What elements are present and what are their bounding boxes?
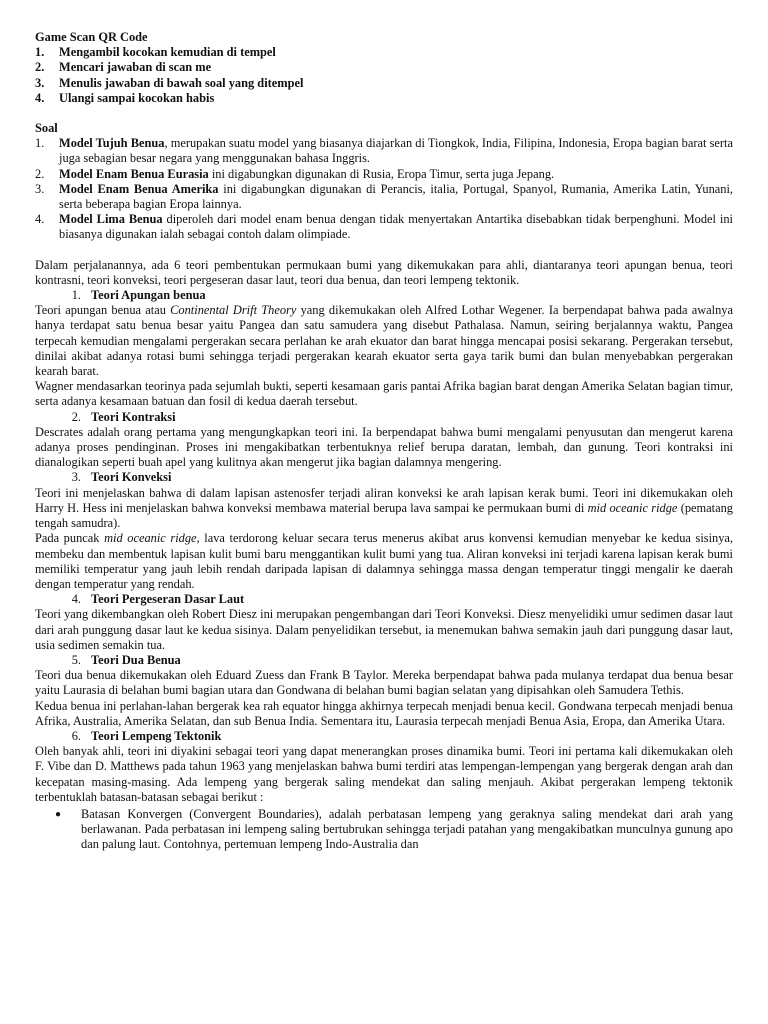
- soal-item: 2. Model Enam Benua Eurasia ini digabungkan digunakan di Rusia, Eropa Timur, serta juga Jepang.: [35, 166, 555, 181]
- soal-item: 3. Model Enam Benua Amerika ini digabungkan digunakan di Perancis, italia, Portugal, Spanyol, Rumania, Amerika Latin, Yunani, serta beberapa bagian Eropa lainnya.: [35, 181, 734, 212]
- game-step: 3. Menulis jawaban di bawah soal yang ditempel: [35, 75, 304, 90]
- game-step: 2. Mencari jawaban di scan me: [35, 60, 212, 75]
- section-paragraph: Wagner mendasarkan teorinya pada sejumlah bukti, seperti kesamaan garis pantai Afrika bagian barat dengan Amerika Selatan bagian timur, serta adanya kesamaan batuan dan fosil di kedua daerah tersebut.: [35, 379, 733, 409]
- soal-title: Soal: [35, 121, 58, 136]
- section-paragraph: Descrates adalah orang pertama yang mengungkapkan teori ini. Ia berpendapat bahwa bumi mengalami penyusutan dan mengerut karena adanya proses pendinginan. Proses ini mengakibatkan terbentuknya relief berupa daratan, lembah, dan gunung. Teori kontraksi ini dianalogikan seperti buah apel yang kulitnya akan mengerut jika bagian dalamnya mengering.: [35, 424, 733, 470]
- game-step: 4. Ulangi sampai kocokan habis: [35, 90, 215, 105]
- section-heading: 4. Teori Pergeseran Dasar Laut: [71, 592, 245, 607]
- intro-paragraph: Dalam perjalanannya, ada 6 teori pembentukan permukaan bumi yang dikemukakan para ahli, diantaranya teori apungan benua, teori kontrasni, teori konveksi, teori pergeseran dasar laut, teori dua benua, dan teori lempeng tektonik.: [35, 257, 733, 287]
- section-paragraph: Teori ini menjelaskan bahwa di dalam lapisan astenosfer terjadi aliran konveksi ke arah lapisan kerak bumi. Teori ini dikemukakan oleh Harry H. Hess ini menjelaskan bahwa konveksi membawa material berupa lava sampai ke permukaan bumi di mid oceanic ridge (pematang tengah samudra).: [35, 485, 734, 531]
- bullet-item: ● Batasan Konvergen (Convergent Boundaries), adalah perbatasan lempeng yang geraknya saling mendekat dari arah yang berlawanan. Pada perbatasan ini lempeng saling bertubrukan sehingga terjadi patahan yang mengakibatkan munculnya gunung apo dan palung laut. Contohnya, pertemuan lempeng Indo-Australia dan: [35, 807, 733, 853]
- section-paragraph: Teori apungan benua atau Continental Drift Theory yang dikemukakan oleh Alfred Lothar Wegener. Ia berpendapat bahwa pada awalnya hanya terdapat satu benua besar yaitu Pangea dan satu samudera yang disebut Pathalasa. Namun, seiring berjalannya waktu, Pangea terpecah kemudian mengalami pergerakan secara perlahan ke arah ekuator dan barat hingga mencapai posisi sekarang. Pergerakan tersebut, dinilai akibat adanya rotasi bumi sehingga terjadi pergerakan kearah ekuator serta gaya tarik bumi dan bulan menyebabkan pergerakan kearah barat.: [35, 303, 733, 379]
- section-heading: 3. Teori Konveksi: [71, 470, 172, 485]
- section-heading: 2. Teori Kontraksi: [71, 409, 176, 424]
- section-paragraph: Teori dua benua dikemukakan oleh Eduard Zuess dan Frank B Taylor. Mereka berpendapat bahwa pada mulanya terdapat dua benua besar yaitu Laurasia di belahan bumi bagian utara dan Gondwana di belahan bumi bagian selatan yang dipisahkan oleh Samudera Tethis.: [35, 668, 733, 698]
- soal-item: 1. Model Tujuh Benua, merupakan suatu model yang biasanya diajarkan di Tiongkok, India, Filipina, Indonesia, Eropa bagian barat serta juga sebagian besar negara yang menggunakan bahasa Inggris.: [35, 136, 733, 166]
- section-paragraph: Pada puncak mid oceanic ridge, lava terdorong keluar secara terus menerus akibat arus konvensi kemudian menyebar ke kedua sisinya, membeku dan membentuk lapisan kulit bumi baru menggantikan kulit bumi yang tua. Aliran konveksi ini terjadi karena lapisan kerak bumi memiliki temperatur yang jauh lebih rendah daripada lapisan di dalamnya sehingga massa dengan temperatur tinggi mengalir ke daerah dengan temperatur yang rendah.: [35, 531, 734, 591]
- section-heading: 1. Teori Apungan benua: [71, 288, 206, 303]
- section-paragraph: Oleh banyak ahli, teori ini diyakini sebagai teori yang dapat menerangkan proses dinamika bumi. Teori ini pertama kali dikemukakan oleh F. Vibe dan D. Matthews pada tahun 1963 yang menjelaskan bahwa bumi terdiri atas lempengan-lempengan yang bergerak dengan arah dan kecepatan masing-masing. Ada lempeng yang bergerak saling mendekat dan saling menjauh. Akibat pergerakan lempeng tektonik terbentuklah batasan-batasan sebagai berikut :: [35, 744, 733, 804]
- game-steps-list: [35, 45, 733, 106]
- section-heading: 5. Teori Dua Benua: [71, 652, 181, 667]
- game-step: 1. Mengambil kocokan kemudian di tempel: [35, 45, 276, 60]
- bullet-icon: ●: [54, 808, 62, 820]
- section-heading: 6. Teori Lempeng Tektonik: [71, 728, 222, 743]
- section-paragraph: Teori yang dikembangkan oleh Robert Diesz ini merupakan pengembangan dari Teori Konveksi. Diesz menyelidiki umur sedimen dasar laut dari arah punggung dasar laut ke kedua sisinya. Dalam penyelidikan tersebut, ia menemukan bahwa semakin jauh dari punggung dasar laut, usia sedimen semakin tua.: [35, 607, 733, 652]
- game-title: Game Scan QR Code: [35, 30, 148, 44]
- document-content: [35, 30, 733, 853]
- section-paragraph: Kedua benua ini perlahan-lahan bergerak kea rah equator hingga akhirnya terpecah menjadi benua kecil. Gondwana terpecah menjadi benua Afrika, Australia, Amerika Selatan, dan sub Benua India. Sementara itu, Laurasia terpecah menjadi Benua Asia, Eropa, dan Amerika Utara.: [35, 698, 733, 728]
- soal-list: [35, 136, 733, 242]
- soal-item: 4. Model Lima Benua diperoleh dari model enam benua dengan tidak menyertakan Antartika disebabkan tidak berpenghuni. Model ini biasanya digunakan ialah sebagai contoh dalam olimpiade.: [35, 212, 733, 242]
